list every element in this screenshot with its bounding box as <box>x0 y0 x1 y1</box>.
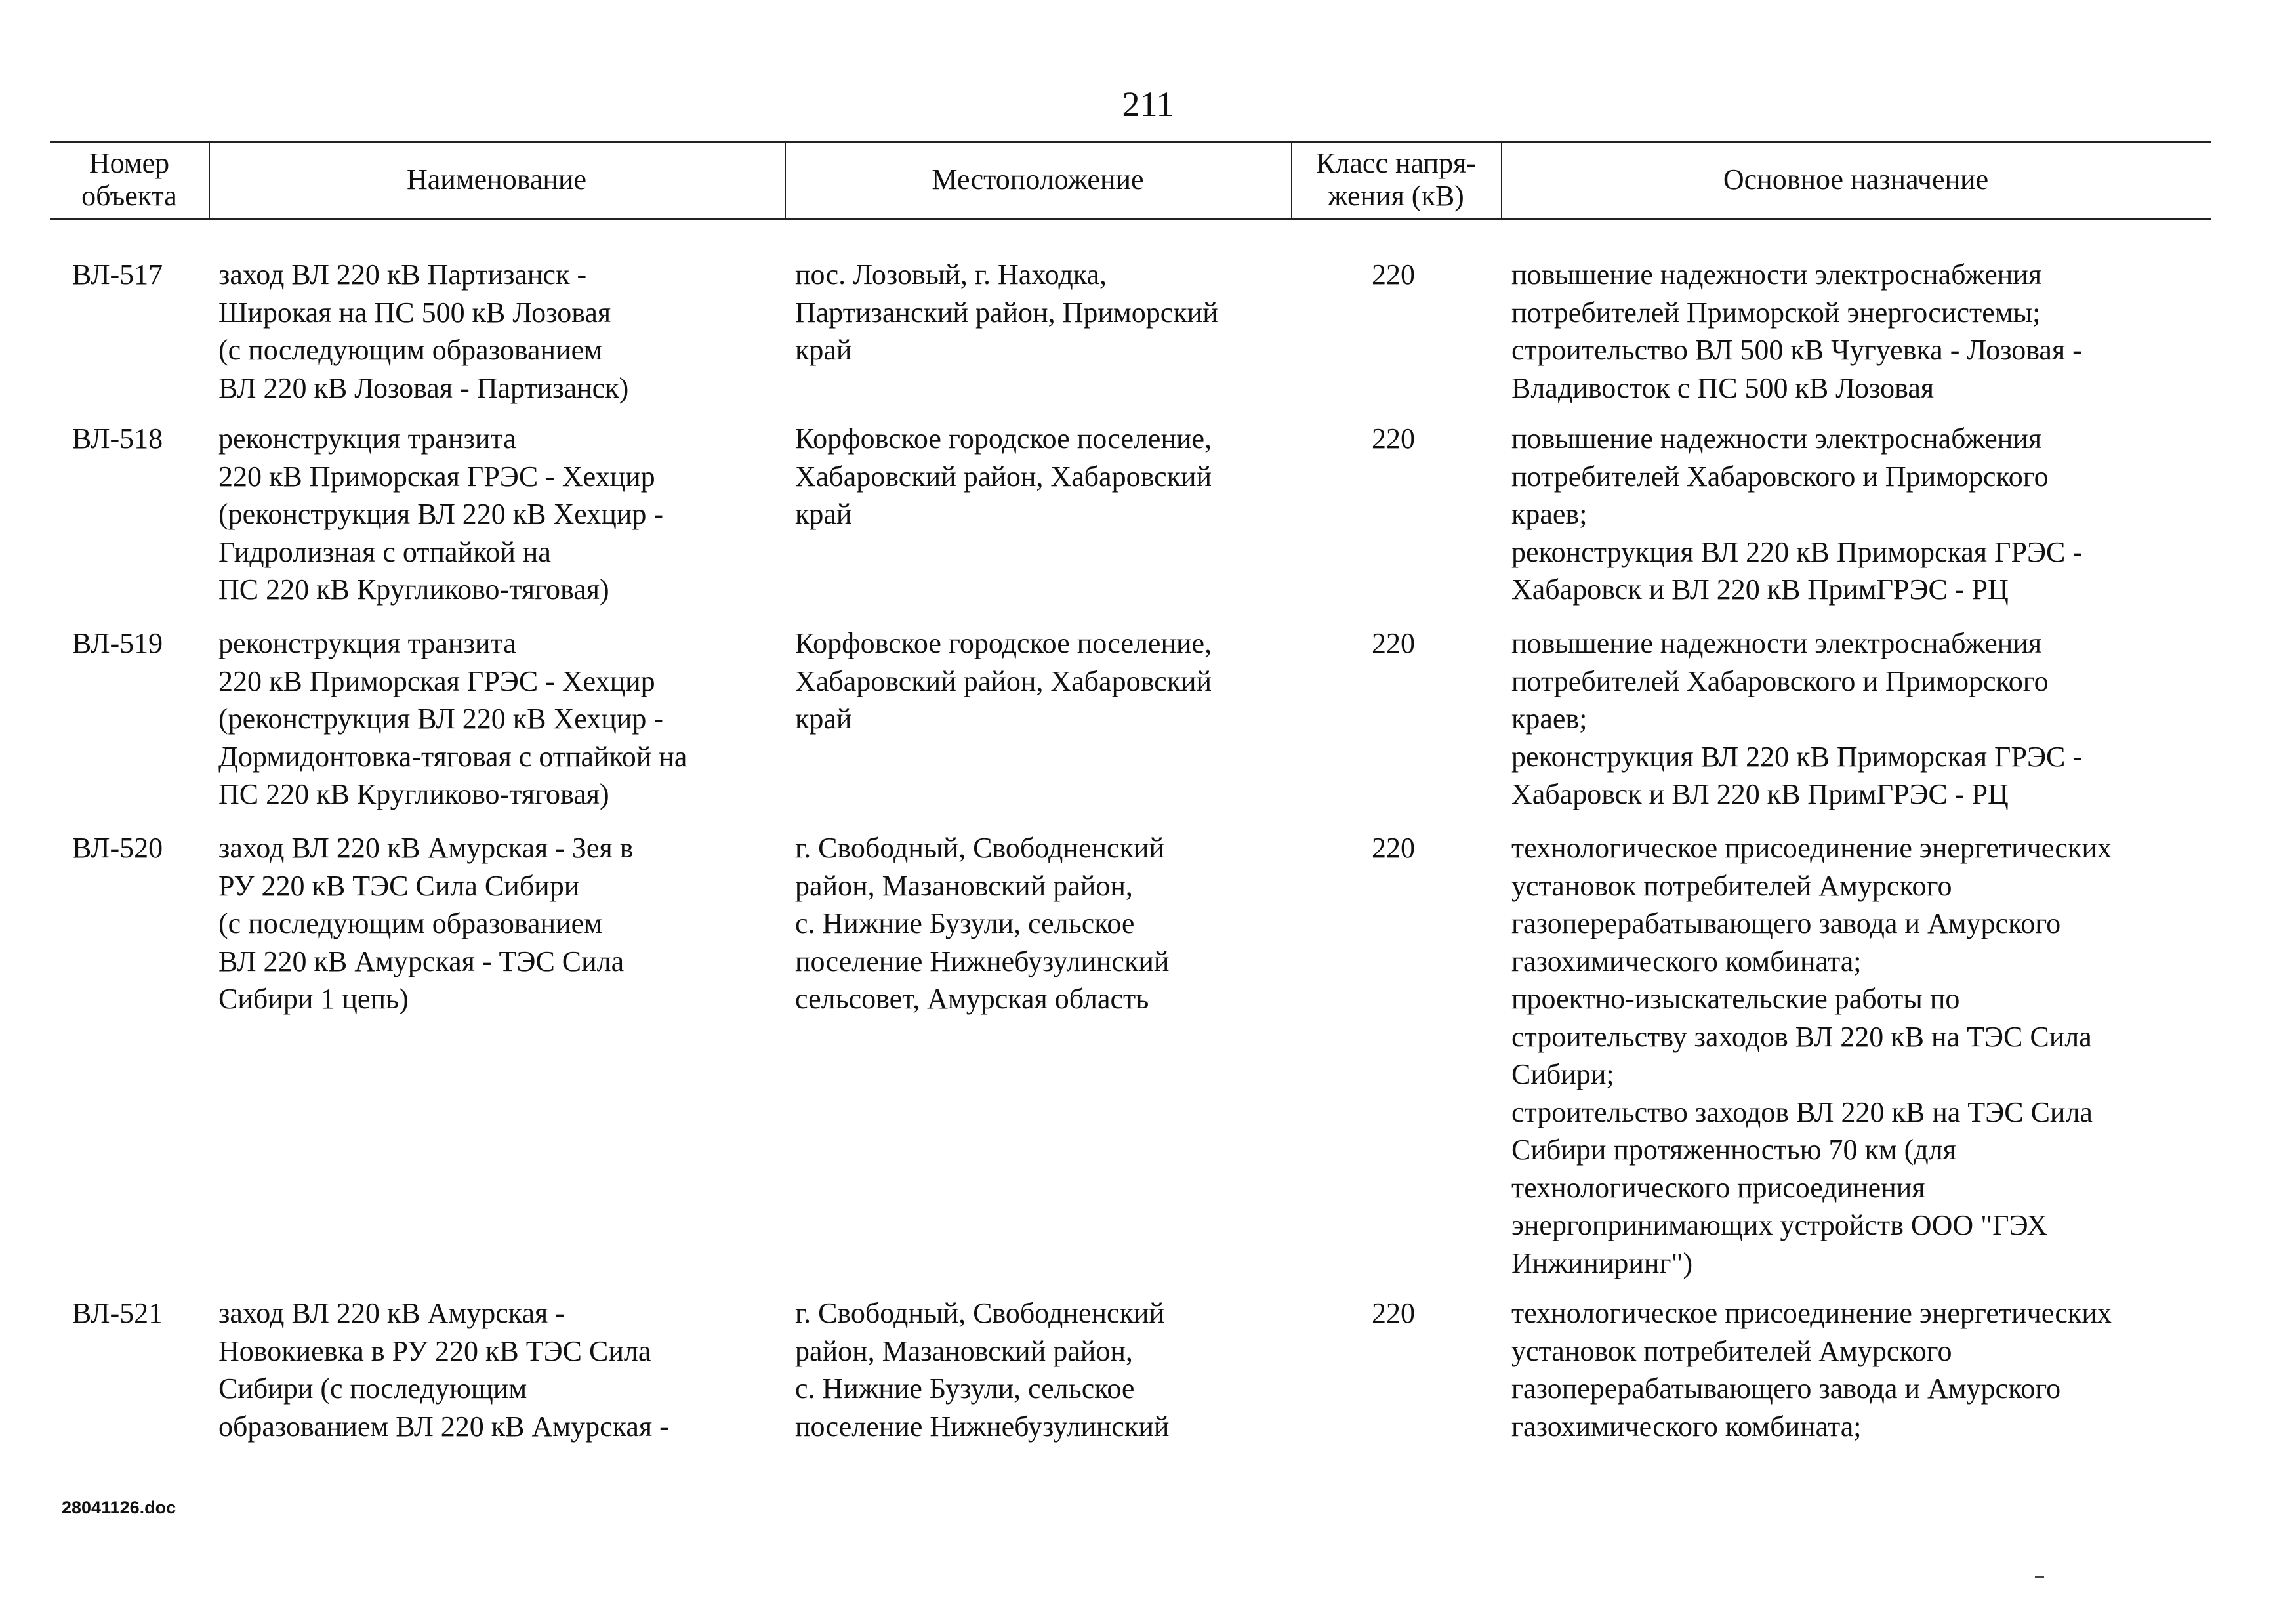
object-number: ВЛ-520 <box>72 832 163 864</box>
object-name: заход ВЛ 220 кВ Амурская - Зея в РУ 220 кВ ТЭС Сила Сибири (с последующим образованием ВЛ 220 кВ Амурская - ТЭС Сила Сибири 1 цепь) <box>218 832 634 1015</box>
object-voltage: 220 <box>1372 832 1415 864</box>
object-purpose: технологическое присоединение энергетических установок потребителей Амурского газоперерабатывающего завода и Амурского газохимического комбината; проектно-изыскательские работы по строительству заходов ВЛ 220 кВ на ТЭС Сила Сибири; строительство заходов ВЛ 220 кВ на ТЭС Сила Сибири протяженностью 70 км (для технологического присоединения энергопринимающих устройств ООО "ГЭХ Инжиниринг") <box>1511 832 2112 1279</box>
object-voltage: 220 <box>1372 422 1415 455</box>
object-purpose: технологическое присоединение энергетических установок потребителей Амурского газоперерабатывающего завода и Амурского газохимического комбината; <box>1511 1297 2112 1443</box>
object-voltage: 220 <box>1372 1297 1415 1329</box>
object-location: Корфовское городское поселение, Хабаровский район, Хабаровский край <box>795 627 1212 735</box>
object-name: заход ВЛ 220 кВ Партизанск - Широкая на ПС 500 кВ Лозовая (с последующим образованием ВЛ 220 кВ Лозовая - Партизанск) <box>218 258 629 404</box>
object-number: ВЛ-518 <box>72 422 163 455</box>
header-location: Местоположение <box>932 163 1144 195</box>
page-number: 211 <box>1122 85 1174 124</box>
object-purpose: повышение надежности электроснабжения потребителей Приморской энергосистемы; строительство ВЛ 500 кВ Чугуевка - Лозовая - Владивосток с ПС 500 кВ Лозовая <box>1511 258 2082 404</box>
scan-mark <box>2035 1576 2044 1578</box>
header-number: Номер объекта <box>81 147 177 212</box>
object-name: реконструкция транзита 220 кВ Приморская ГРЭС - Хехцир (реконструкция ВЛ 220 кВ Хехцир - Дормидонтовка-тяговая с отпайкой на ПС 220 кВ Кругликово-тяговая) <box>218 627 687 810</box>
object-purpose: повышение надежности электроснабжения потребителей Хабаровского и Приморского краев; реконструкция ВЛ 220 кВ Приморская ГРЭС - Хабаровск и ВЛ 220 кВ ПримГРЭС - РЦ <box>1511 422 2083 606</box>
object-voltage: 220 <box>1372 627 1415 659</box>
header-voltage: Класс напря- жения (кВ) <box>1316 147 1476 212</box>
object-purpose: повышение надежности электроснабжения потребителей Хабаровского и Приморского краев; реконструкция ВЛ 220 кВ Приморская ГРЭС - Хабаровск и ВЛ 220 кВ ПримГРЭС - РЦ <box>1511 627 2083 810</box>
object-location: г. Свободный, Свободненский район, Мазановский район, с. Нижние Бузули, сельское поселение Нижнебузулинский <box>795 1297 1170 1443</box>
object-voltage: 220 <box>1372 258 1415 291</box>
object-number: ВЛ-521 <box>72 1297 163 1329</box>
object-number: ВЛ-519 <box>72 627 163 659</box>
footer-filename: 28041126.doc <box>62 1498 176 1517</box>
table-header-bottom-rule <box>50 218 2211 220</box>
object-location: пос. Лозовый, г. Находка, Партизанский район, Приморский край <box>795 258 1218 366</box>
object-location: г. Свободный, Свободненский район, Мазановский район, с. Нижние Бузули, сельское поселение Нижнебузулинский сельсовет, Амурская область <box>795 832 1170 1015</box>
header-name: Наименование <box>406 163 587 195</box>
object-number: ВЛ-517 <box>72 258 163 291</box>
object-name: заход ВЛ 220 кВ Амурская - Новокиевка в РУ 220 кВ ТЭС Сила Сибири (с последующим образованием ВЛ 220 кВ Амурская - <box>218 1297 669 1443</box>
object-name: реконструкция транзита 220 кВ Приморская ГРЭС - Хехцир (реконструкция ВЛ 220 кВ Хехцир - Гидролизная с отпайкой на ПС 220 кВ Кругликово-тяговая) <box>218 422 664 606</box>
object-location: Корфовское городское поселение, Хабаровский район, Хабаровский край <box>795 422 1212 530</box>
header-purpose: Основное назначение <box>1723 163 1989 195</box>
